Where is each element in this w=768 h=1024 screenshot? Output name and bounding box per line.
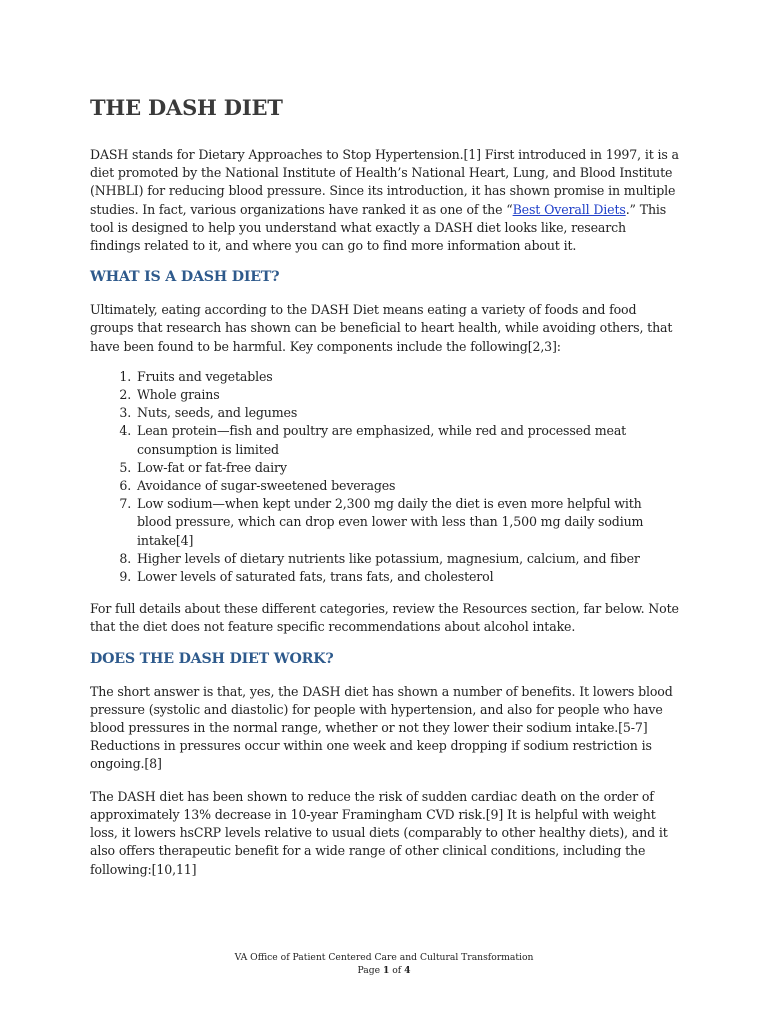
list-item: 7. Low sodium—when kept under 2,300 mg daily the diet is even more helpful with blood pressure, which can drop even lower with less than 1,500 mg daily sodium intake[4] [135, 495, 680, 550]
footer-org: VA Office of Patient Centered Care and Cultural Transformation [234, 952, 534, 963]
list-item: 3. Nuts, seeds, and legumes [135, 404, 680, 422]
list-item: 9. Lower levels of saturated fats, trans fats, and cholesterol [135, 568, 680, 586]
page-footer [0, 951, 768, 977]
categories-note-paragraph: For full details about these different categories, review the Resources section, far below. Note that the diet does not feature specific recommendations about alcohol intake. [90, 601, 679, 635]
intro-paragraph [90, 146, 680, 255]
list-item: 4. Lean protein—fish and poultry are emphasized, while red and processed meat consumption is limited [135, 422, 680, 458]
intro-text-start: DASH stands for Dietary Approaches to Stop Hypertension.[1] First introduced in 1997, it is a diet promoted by the National Institute of Health’s National Heart, Lung, and Blood Institute (NHBLI) for reducing blood pressure. Since its introduction, it has shown promise in multiple studies. In fact, various organizations have ranked it as one of the “ [90, 147, 679, 217]
what-is-paragraph: Ultimately, eating according to the DASH Diet means eating a variety of foods and food groups that research has shown can be beneficial to heart health, while avoiding others, that have been found to be harmful. Key components include the following[2,3]: [90, 302, 673, 354]
best-overall-diets-link[interactable]: Best Overall Diets [512, 201, 626, 217]
list-item: 6. Avoidance of sugar-sweetened beverages [135, 477, 680, 495]
benefits-paragraph-1: The short answer is that, yes, the DASH diet has shown a number of benefits. It lowers blood pressure (systolic and diastolic) for people with hypertension, and also for people who have blood pressures in the normal range, whether or not they lower their sodium intake.[5-7] Reductions in pressures occur within one week and keep dropping if sodium restriction is ongoing.[8] [90, 683, 673, 772]
list-item: 8. Higher levels of dietary nutrients like potassium, magnesium, calcium, and fiber [135, 550, 680, 568]
document-page [90, 95, 680, 879]
intro-text-end: .” This tool is designed to help you understand what exactly a DASH diet looks like, research findings related to it, and where you can go to find more information about it. [90, 201, 667, 254]
list-item: 2. Whole grains [135, 386, 680, 404]
list-item: 5. Low-fat or fat-free dairy [135, 459, 680, 477]
page-number: Page 1 of 4 [357, 965, 411, 976]
list-item: 1. Fruits and vegetables [135, 368, 680, 386]
key-components-list [90, 368, 680, 586]
section-heading-does-it-work: DOES THE DASH DIET WORK? [90, 650, 334, 667]
benefits-paragraph-2: The DASH diet has been shown to reduce the risk of sudden cardiac death on the order of approximately 13% decrease in 10-year Framingham CVD risk.[9] It is helpful with weight loss, it lowers hsCRP levels relative to usual diets (comparably to other healthy diets), and it also offers therapeutic benefit for a wide range of other clinical conditions, including the following:[10,11] [90, 788, 668, 877]
section-heading-what-is: WHAT IS A DASH DIET? [90, 269, 280, 286]
document-title: THE DASH DIET [90, 95, 283, 120]
